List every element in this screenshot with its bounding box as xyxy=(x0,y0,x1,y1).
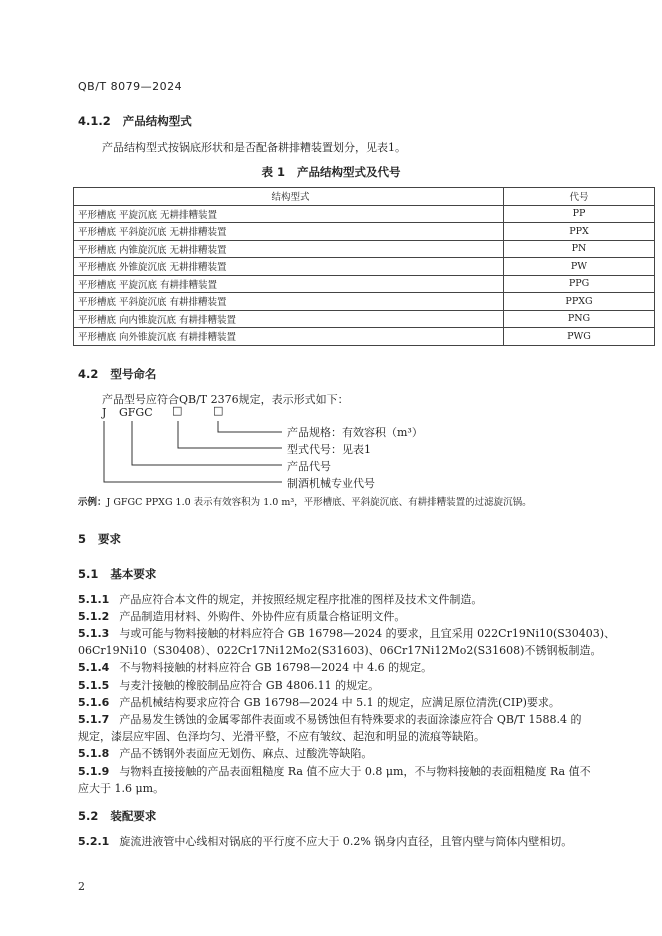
clause-519-cont xyxy=(78,780,164,796)
form-cell: 平形槽底 内锥旋沉底 无耕排糟装置 xyxy=(74,240,504,258)
legend-spec: 产品规格：有效容积（m³） xyxy=(287,426,423,439)
clause-number: 5.2.1 xyxy=(78,835,110,848)
clause-number: 5.1.7 xyxy=(78,713,110,726)
clause-text: 与或可能与物料接触的材料应符合 GB 16798—2024 的要求，且宜采用 022Cr19Ni10(S30403)、 xyxy=(119,627,616,640)
section-42-intro: 产品型号应符合QB/T 2376规定，表示形式如下： xyxy=(102,393,349,406)
section-number: 5.1 xyxy=(78,567,99,581)
clause-513-cont xyxy=(78,642,601,658)
clause-text: 规定，漆层应牢固、色泽均匀、光滑平整，不应有皱纹、起泡和明显的流痕等缺陷。 xyxy=(78,730,485,743)
clause-511 xyxy=(78,591,482,607)
section-title: 装配要求 xyxy=(110,809,157,823)
form-cell: 平形槽底 平斜旋沉底 无耕排糟装置 xyxy=(74,223,504,241)
example-label: 示例： xyxy=(78,497,107,508)
code-cell: PNG xyxy=(504,310,655,328)
column-header-form: 结构型式 xyxy=(74,188,504,206)
form-cell: 平形槽底 向外锥旋沉底 有耕排糟装置 xyxy=(74,328,504,346)
form-cell: 平形槽底 平旋沉底 无耕排糟装置 xyxy=(74,205,504,223)
model-j: J xyxy=(102,406,107,419)
clause-number: 5.1.3 xyxy=(78,627,110,640)
model-box-spec: □ xyxy=(213,404,224,417)
code-cell: PN xyxy=(504,240,655,258)
section-title: 基本要求 xyxy=(110,567,157,581)
section-number: 4.1.2 xyxy=(78,114,111,128)
clause-text: 产品制造用材料、外购件、外协件应有质量合格证明文件。 xyxy=(119,610,406,623)
clause-text: 产品易发生锈蚀的金属零部件表面或不易锈蚀但有特殊要求的表面涂漆应符合 QB/T 1588.4 的 xyxy=(119,713,582,726)
clause-text: 旋流进液管中心线相对锅底的平行度不应大于 0.2% 锅身内直径，且管内壁与筒体内壁相切。 xyxy=(119,835,573,848)
clause-number: 5.1.8 xyxy=(78,747,110,760)
section-number: 5.2 xyxy=(78,809,99,823)
clause-521 xyxy=(78,833,572,849)
clause-519 xyxy=(78,763,591,779)
clause-number: 5.1.4 xyxy=(78,661,110,674)
clause-515 xyxy=(78,677,379,693)
section-title: 产品结构型式 xyxy=(122,114,192,128)
section-412-text: 产品结构型式按锅底形状和是否配备耕排糟装置划分，见表1。 xyxy=(102,141,406,154)
form-cell: 平形槽底 外锥旋沉底 无耕排糟装置 xyxy=(74,258,504,276)
clause-517-cont xyxy=(78,728,485,744)
code-cell: PPG xyxy=(504,275,655,293)
clause-text: 产品不锈钢外表面应无划伤、麻点、过酸洗等缺陷。 xyxy=(119,747,373,760)
section-51-heading xyxy=(78,566,156,582)
clause-number: 5.1.6 xyxy=(78,696,110,709)
model-box-type: □ xyxy=(172,404,183,417)
standard-code: QB/T 8079—2024 xyxy=(78,80,183,93)
code-cell: PP xyxy=(504,205,655,223)
column-header-code: 代号 xyxy=(504,188,655,206)
page-number: 2 xyxy=(78,880,85,893)
code-cell: PPXG xyxy=(504,293,655,311)
clause-number: 5.1.1 xyxy=(78,593,110,606)
clause-517 xyxy=(78,711,581,727)
section-number: 5 xyxy=(78,532,87,546)
model-gfgc: GFGC xyxy=(119,406,153,419)
form-cell: 平形槽底 平旋沉底 有耕排糟装置 xyxy=(74,275,504,293)
clause-text: 应大于 1.6 μm。 xyxy=(78,782,165,795)
section-5-heading xyxy=(78,531,121,547)
model-example xyxy=(78,494,532,508)
clause-text: 不与物料接触的材料应符合 GB 16798—2024 中 4.6 的规定。 xyxy=(119,661,433,674)
clause-text: 产品机械结构要求应符合 GB 16798—2024 中 5.1 的规定，应满足原位清洗(CIP)要求。 xyxy=(119,696,560,709)
legend-type: 型式代号：见表1 xyxy=(287,443,371,456)
clause-number: 5.1.9 xyxy=(78,765,110,778)
clause-text: 与麦汁接触的橡胶制品应符合 GB 4806.11 的规定。 xyxy=(119,679,380,692)
clause-number: 5.1.2 xyxy=(78,610,110,623)
form-cell: 平形槽底 平斜旋沉底 有耕排糟装置 xyxy=(74,293,504,311)
section-52-heading xyxy=(78,808,156,824)
legend-product-code: 产品代号 xyxy=(287,460,331,473)
clause-512 xyxy=(78,608,405,624)
section-title: 型号命名 xyxy=(110,367,157,381)
clause-text: 产品应符合本文件的规定，并按照经规定程序批准的图样及技术文件制造。 xyxy=(119,593,483,606)
clause-513 xyxy=(78,625,615,641)
code-cell: PWG xyxy=(504,328,655,346)
section-title: 要求 xyxy=(98,532,122,546)
clause-514 xyxy=(78,659,432,675)
clause-516 xyxy=(78,694,560,710)
code-cell: PW xyxy=(504,258,655,276)
form-cell: 平形槽底 向内锥旋沉底 有耕排糟装置 xyxy=(74,310,504,328)
example-text: J GFGC PPXG 1.0 表示有效容积为 1.0 m³，平形槽底、平斜旋沉底、有耕排糟装置的过滤旋沉锅。 xyxy=(106,497,532,508)
clause-text: 与物料直接接触的产品表面粗糙度 Ra 值不应大于 0.8 μm，不与物料接触的表面粗糙度 Ra 值不 xyxy=(119,765,591,778)
clause-518 xyxy=(78,745,372,761)
code-cell: PPX xyxy=(504,223,655,241)
clause-text: 06Cr19Ni10（S30408）、022Cr17Ni12Mo2(S31603)、06Cr17Ni12Mo2(S31608)不锈钢板制造。 xyxy=(78,644,602,657)
section-number: 4.2 xyxy=(78,367,99,381)
legend-professional-code: 制酒机械专业代号 xyxy=(287,477,375,490)
table-caption: 表 1 产品结构型式及代号 xyxy=(261,165,401,179)
clause-number: 5.1.5 xyxy=(78,679,110,692)
